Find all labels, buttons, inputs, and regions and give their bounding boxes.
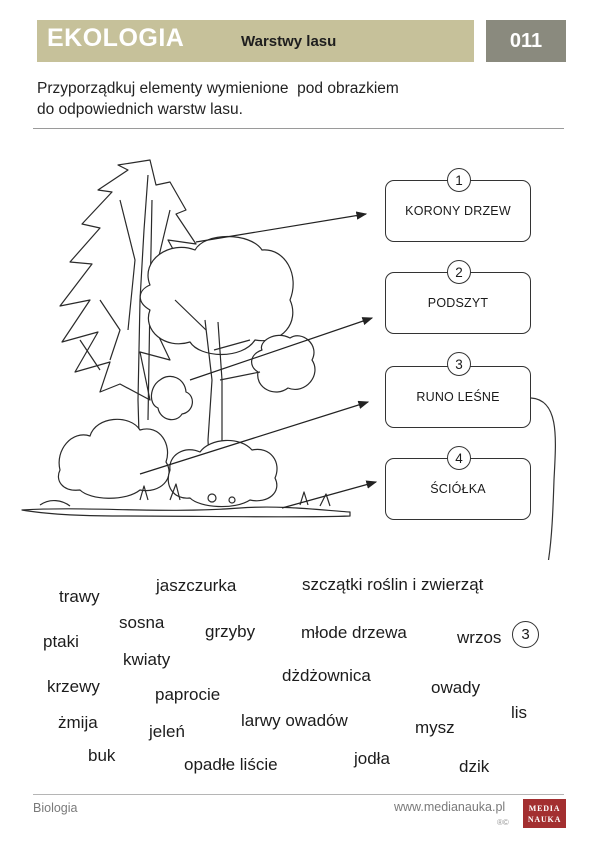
ground-line [22, 507, 350, 517]
logo-line-1: MEDIA [528, 803, 561, 813]
word-item[interactable]: trawy [59, 587, 100, 606]
word-item[interactable]: jodła [354, 749, 390, 768]
layer-number-badge: 2 [447, 260, 471, 284]
bottom-divider [33, 794, 564, 795]
footer-copyright: ®© [497, 818, 509, 827]
word-item[interactable]: jeleń [149, 722, 185, 741]
worksheet-number: 011 [486, 20, 566, 62]
layer-label: PODSZYT [427, 296, 489, 310]
word-item[interactable]: opadłe liście [184, 755, 278, 774]
header-subject: EKOLOGIA [47, 24, 185, 52]
layer-number-badge: 1 [447, 168, 471, 192]
medianauka-logo [523, 799, 566, 828]
word-item[interactable]: młode drzewa [301, 623, 407, 642]
header-topic: Warstwy lasu [241, 33, 337, 50]
footer-website-link[interactable]: www.medianauka.pl [394, 800, 506, 814]
word-item[interactable]: mysz [415, 718, 455, 737]
layer-label: RUNO LEŚNE [416, 390, 500, 404]
word-item[interactable]: larwy owadów [241, 711, 348, 730]
word-item[interactable]: dżdżownica [282, 666, 371, 685]
instruction-line-2: do odpowiednich warstw lasu. [37, 101, 243, 118]
instruction-line-1: Przyporządkuj elementy wymienione pod obrazkiem [37, 80, 399, 97]
arrow-to-crowns [196, 214, 366, 242]
layer-number-badge: 3 [447, 352, 471, 376]
layer-label: KORONY DRZEW [405, 204, 511, 218]
logo-line-2: NAUKA [527, 814, 562, 824]
word-item[interactable]: dzik [459, 757, 490, 776]
word-item[interactable]: sosna [119, 613, 165, 632]
example-answer-badge: 3 [512, 621, 539, 648]
word-item[interactable]: żmija [58, 713, 98, 732]
word-item[interactable]: paprocie [155, 685, 221, 704]
footer-subject: Biologia [33, 801, 78, 815]
word-item[interactable]: ptaki [43, 632, 79, 651]
word-item[interactable]: jaszczurka [156, 576, 237, 595]
word-item[interactable]: owady [431, 678, 481, 697]
word-item[interactable]: lis [511, 703, 528, 722]
word-item[interactable]: kwiaty [123, 650, 171, 669]
word-item[interactable]: grzyby [205, 622, 256, 641]
layer-label: ŚCIÓŁKA [430, 482, 486, 496]
word-item[interactable]: wrzos [457, 628, 502, 647]
word-item[interactable]: krzewy [47, 677, 100, 696]
layer-number-badge: 4 [447, 446, 471, 470]
word-item[interactable]: buk [88, 746, 116, 765]
word-item[interactable]: szczątki roślin i zwierząt [302, 575, 484, 594]
